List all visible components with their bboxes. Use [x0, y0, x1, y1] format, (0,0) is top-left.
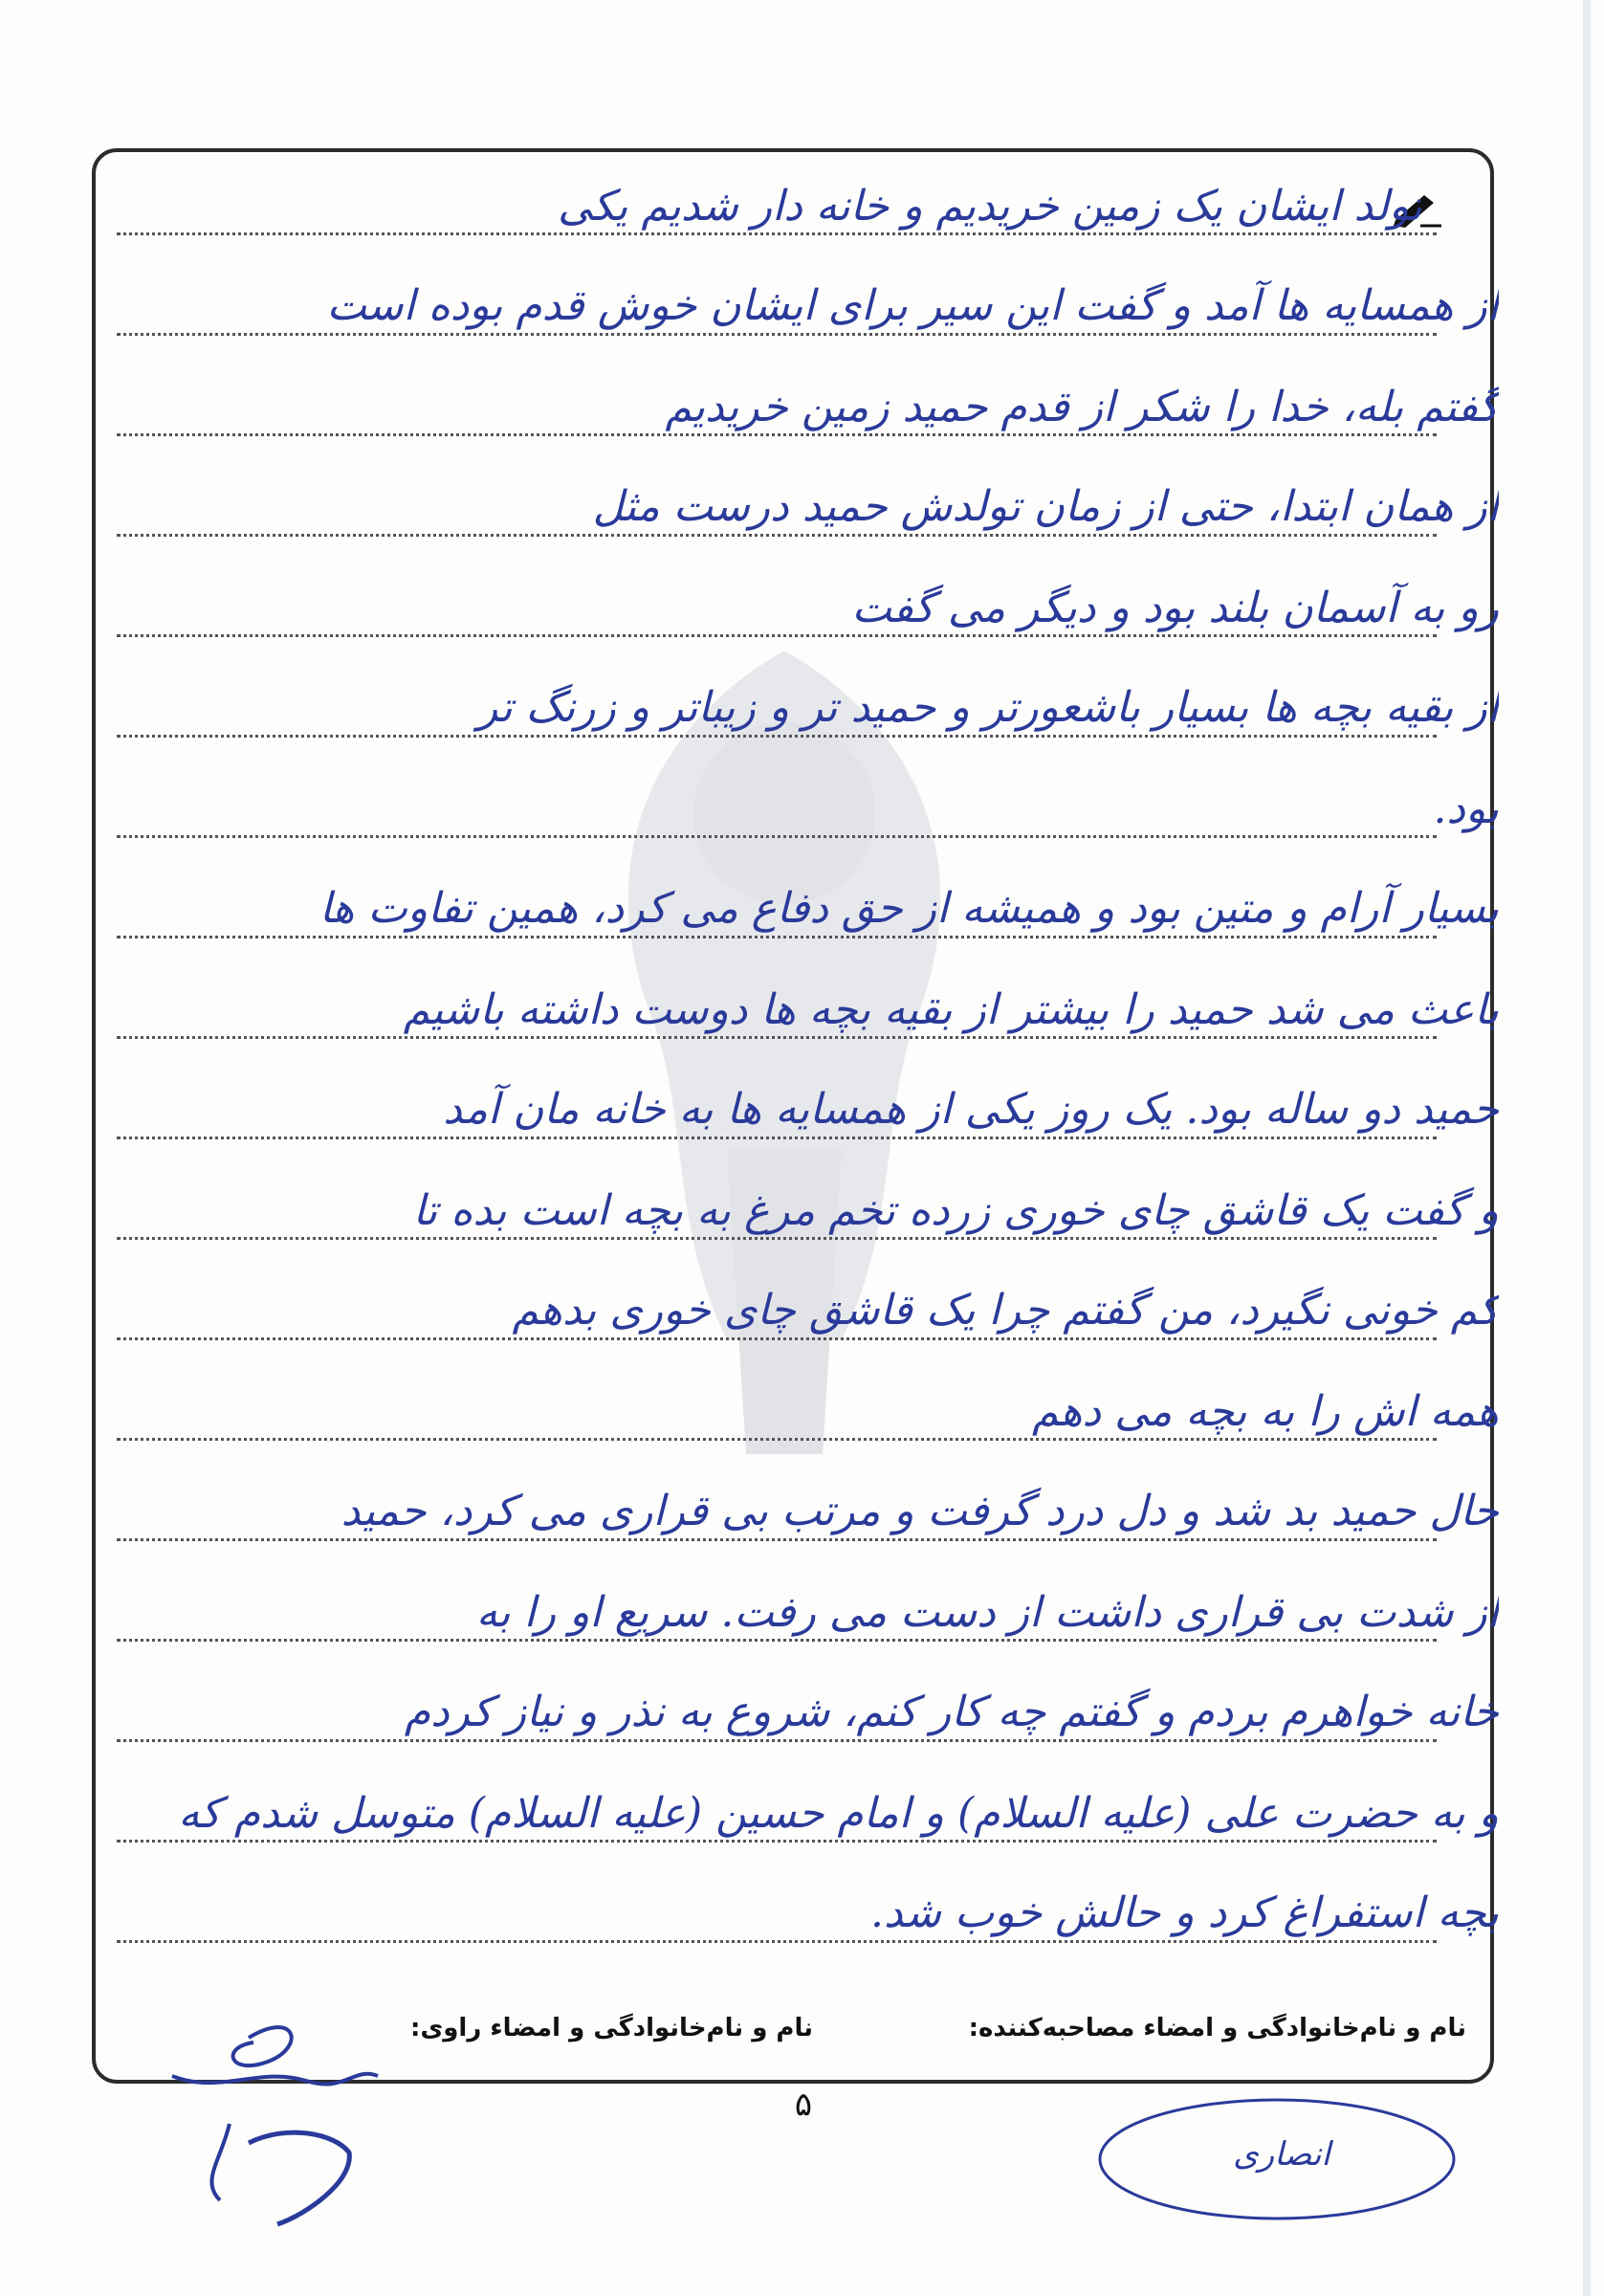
ruled-line: [117, 534, 1437, 537]
ruled-line: [117, 1538, 1437, 1541]
narrator-signature: [163, 2009, 383, 2239]
handwritten-line: حال حمید بد شد و دل درد گرفت و مرتب بی قراری می کرد، حمید: [341, 1487, 1499, 1535]
handwritten-line: بچه استفراغ کرد و حالش خوب شد.: [869, 1888, 1499, 1937]
ruled-line: [117, 735, 1437, 738]
narrator-signature-label: نام و نام‌خانوادگی و امضاء راوی:: [410, 2014, 813, 2042]
handwritten-line: و گفت یک قاشق چای خوری زرده تخم مرغ به بچه است بده تا: [412, 1186, 1499, 1235]
page-number: ۵: [794, 2086, 813, 2124]
ruled-line: [117, 1137, 1437, 1139]
handwritten-line: از شدت بی قراری داشت از دست می رفت. سریع او را به: [475, 1588, 1499, 1637]
handwritten-line: از بقیه بچه ها بسیار باشعورتر و حمید تر و زیباتر و زرنگ تر: [477, 683, 1499, 732]
handwritten-line: باعث می شد حمید را بیشتر از بقیه بچه ها دوست داشته باشیم: [403, 985, 1499, 1034]
handwritten-line: رو به آسمان بلند بود و دیگر می گفت: [851, 584, 1499, 632]
handwritten-line: همه اش را به بچه می دهم: [1032, 1387, 1499, 1436]
handwritten-line: خانه خواهرم بردم و گفتم چه کار کنم، شروع به نذر و نیاز کردم: [404, 1688, 1499, 1736]
ruled-line: [117, 936, 1437, 938]
ruled-line: [117, 1337, 1437, 1340]
page-edge: [1583, 0, 1591, 2296]
handwritten-line: و به حضرت علی (علیه السلام) و امام حسین (علیه السلام) متوسل شدم که: [178, 1789, 1499, 1838]
handwritten-line: کم خونی نگیرد، من گفتم چرا یک قاشق چای خوری بدهم: [512, 1286, 1499, 1335]
handwritten-line: تولد ایشان یک زمین خریدیم و خانه دار شدیم یکی: [558, 182, 1422, 231]
ruled-line: [117, 1940, 1437, 1943]
handwritten-line: گفتم بله، خدا را شکر از قدم حمید زمین خریدیم: [665, 383, 1499, 431]
interviewer-signature-label: نام و نام‌خانوادگی و امضاء مصاحبه‌کننده:: [968, 2014, 1466, 2042]
handwritten-line: از همسایه ها آمد و گفت این سیر برای ایشان خوش قدم بوده است: [326, 281, 1499, 330]
stamp-text: انصاری: [1233, 2135, 1330, 2174]
handwritten-line: بسیار آرام و متین بود و همیشه از حق دفاع می کرد، همین تفاوت ها: [319, 884, 1499, 933]
ruled-line: [117, 1739, 1437, 1742]
handwritten-line: حمید دو ساله بود. یک روز یکی از همسایه ها به خانه مان آمد: [443, 1085, 1499, 1134]
handwritten-line: بود.: [1433, 784, 1499, 833]
handwritten-line: از همان ابتدا، حتی از زمان تولدش حمید درست مثل: [592, 482, 1499, 531]
ruled-line: [117, 333, 1437, 336]
